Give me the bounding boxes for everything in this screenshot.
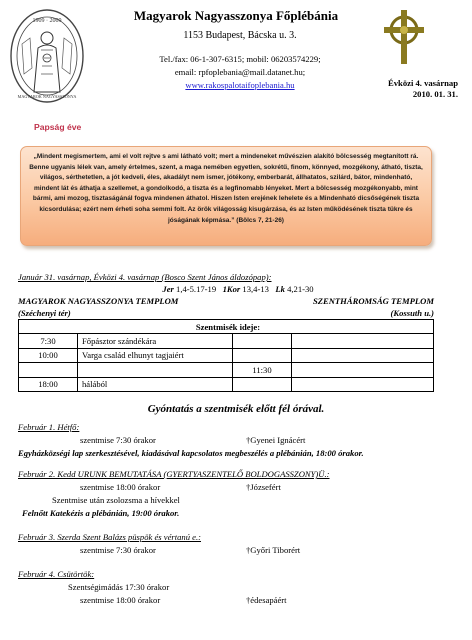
- table-row: [19, 377, 434, 391]
- section-title: Papság éve: [34, 122, 82, 132]
- day-1-note: Egyházközségi lap szerkesztésével, kiadásával kapcsolatos megbeszélés a plébánián, 18:00 órakor.: [18, 448, 364, 458]
- table-cell: 7:30: [19, 334, 78, 348]
- day-3-title: Február 3. Szerda Szent Balázs püspök és vértanú e.:: [18, 532, 201, 542]
- table-cell: Varga család elhunyt tagjaiért: [78, 348, 233, 362]
- reading-2: 13,4-13: [242, 284, 269, 294]
- day-3-intention: †Győri Tiborért: [246, 545, 301, 555]
- day-3-mass: szentmise 7:30 órakor: [80, 545, 156, 555]
- table-cell: [19, 363, 78, 377]
- scripture-quote-text: „Mindent megismertem, ami el volt rejtve s ami látható volt; mert a mindeneket művészien alakító bölcsesség megtanított rá. Benne ugyanis lélek van, amely értelmes, szent, a maga nemében egyetlen, sokrétű, finom, könnyed, mozgékony, átható, tiszta, világos, sérthetetlen, a jót kedveli, éles, akadályt nem ismer, jótékony, emberbarát, állhatatos, szilárd, bátor, mindenható, mindent lát és áthatja a szellemet, a gondolkodó, a tiszta és a legfinomabb lényeket. Mert a bölcsesség mozgékonyabb, mint bármi, ami mozog, tisztaságánál fogva mindenen áthatol. Hiszen Isten erejének lehelete és a Mindenható dicsőségének tiszta kicsordulása; ezért nem érheti soha semmi folt. Az örök világosság kisugárzása, és az Isten működésének tiszta tükre és jóságának képmása.” (Bölcs 7, 21-26): [29, 153, 423, 224]
- reading-1-label: Jer: [162, 284, 174, 294]
- sunday-date-line: Január 31. vasárnap, Évközi 4. vasárnap (Bosco Szent János áldozópap):: [18, 272, 272, 282]
- reading-3: 4,21-30: [287, 284, 314, 294]
- confession-notice: Gyóntatás a szentmisék előtt fél órával.: [147, 403, 325, 415]
- table-header: Szentmisék ideje:: [19, 320, 434, 334]
- day-1-title: Február 1. Hétfő:: [18, 422, 80, 432]
- day-4-adoration: Szentségimádás 17:30 órakor: [68, 582, 170, 592]
- church-left-place: (Széchenyi tér): [18, 308, 71, 318]
- day-2-mass-2: Szentmise után zsolozsma a hívekkel: [52, 495, 180, 505]
- scripture-quote-box: [20, 146, 432, 246]
- table-header-row: [19, 320, 434, 334]
- table-cell: Főpásztor szándékára: [78, 334, 233, 348]
- day-1-intention: †Gyenei Ignácért: [246, 435, 306, 445]
- reading-3-label: Lk: [275, 284, 285, 294]
- table-cell: hálából: [78, 377, 233, 391]
- table-cell: [233, 334, 292, 348]
- parish-address: 1153 Budapest, Bácska u. 3.: [183, 30, 297, 41]
- day-4-title: Február 4. Csütörtök:: [18, 569, 95, 579]
- reading-1: 1,4-5.17-19: [176, 284, 217, 294]
- table-cell: [292, 377, 434, 391]
- mass-schedule-table: [18, 319, 434, 392]
- church-right-place: (Kossuth u.): [390, 308, 434, 318]
- parish-title: Magyarok Nagyasszonya Főplébánia: [133, 8, 339, 23]
- table-row: [19, 363, 434, 377]
- day-4-mass: szentmise 18:00 órakor: [80, 595, 161, 605]
- table-cell: [233, 377, 292, 391]
- table-cell: [292, 334, 434, 348]
- table-cell: 11:30: [233, 363, 292, 377]
- day-2-intention: †Józsefért: [246, 482, 281, 492]
- svg-text:1909 · 2009: 1909 · 2009: [32, 18, 62, 24]
- day-2-mass: szentmise 18:00 órakor: [80, 482, 161, 492]
- day-1-mass: szentmise 7:30 órakor: [80, 435, 156, 445]
- sunday-info: [362, 78, 458, 100]
- parish-website-link[interactable]: www.rakospalotaifoplebania.hu: [185, 80, 295, 90]
- reading-2-label: 1Kor: [222, 284, 241, 294]
- day-4-intention: †édesapáért: [246, 595, 287, 605]
- table-cell: 10:00: [19, 348, 78, 362]
- day-2-title: Február 2. Kedd URUNK BEMUTATÁSA (GYERTYASZENTELŐ BOLDOGASSZONY)Ü.:: [18, 469, 330, 479]
- table-row: [19, 334, 434, 348]
- table-row: [19, 348, 434, 362]
- table-cell: [78, 363, 233, 377]
- table-cell: [233, 348, 292, 362]
- church-right-name: SZENTHÁROMSÁG TEMPLOM: [312, 296, 434, 306]
- parish-phone: Tel./fax: 06-1-307-6315; mobil: 06203574229;: [159, 54, 321, 64]
- table-cell: [292, 348, 434, 362]
- parish-email: email: rpfoplebania@mail.datanet.hu;: [174, 67, 306, 77]
- day-2-note: Felnőtt Katekézis a plébánián, 19:00 órakor.: [22, 508, 180, 518]
- svg-text:MAGYAROK NAGYASSZONYA: MAGYAROK NAGYASSZONYA: [17, 94, 77, 99]
- sunday-label: Évközi 4. vasárnap: [388, 78, 458, 88]
- sunday-date: 2010. 01. 31.: [412, 89, 458, 99]
- table-cell: [292, 363, 434, 377]
- church-left-name: MAGYAROK NAGYASSZONYA TEMPLOM: [18, 296, 179, 306]
- readings-line: [18, 284, 458, 294]
- table-cell: 18:00: [19, 377, 78, 391]
